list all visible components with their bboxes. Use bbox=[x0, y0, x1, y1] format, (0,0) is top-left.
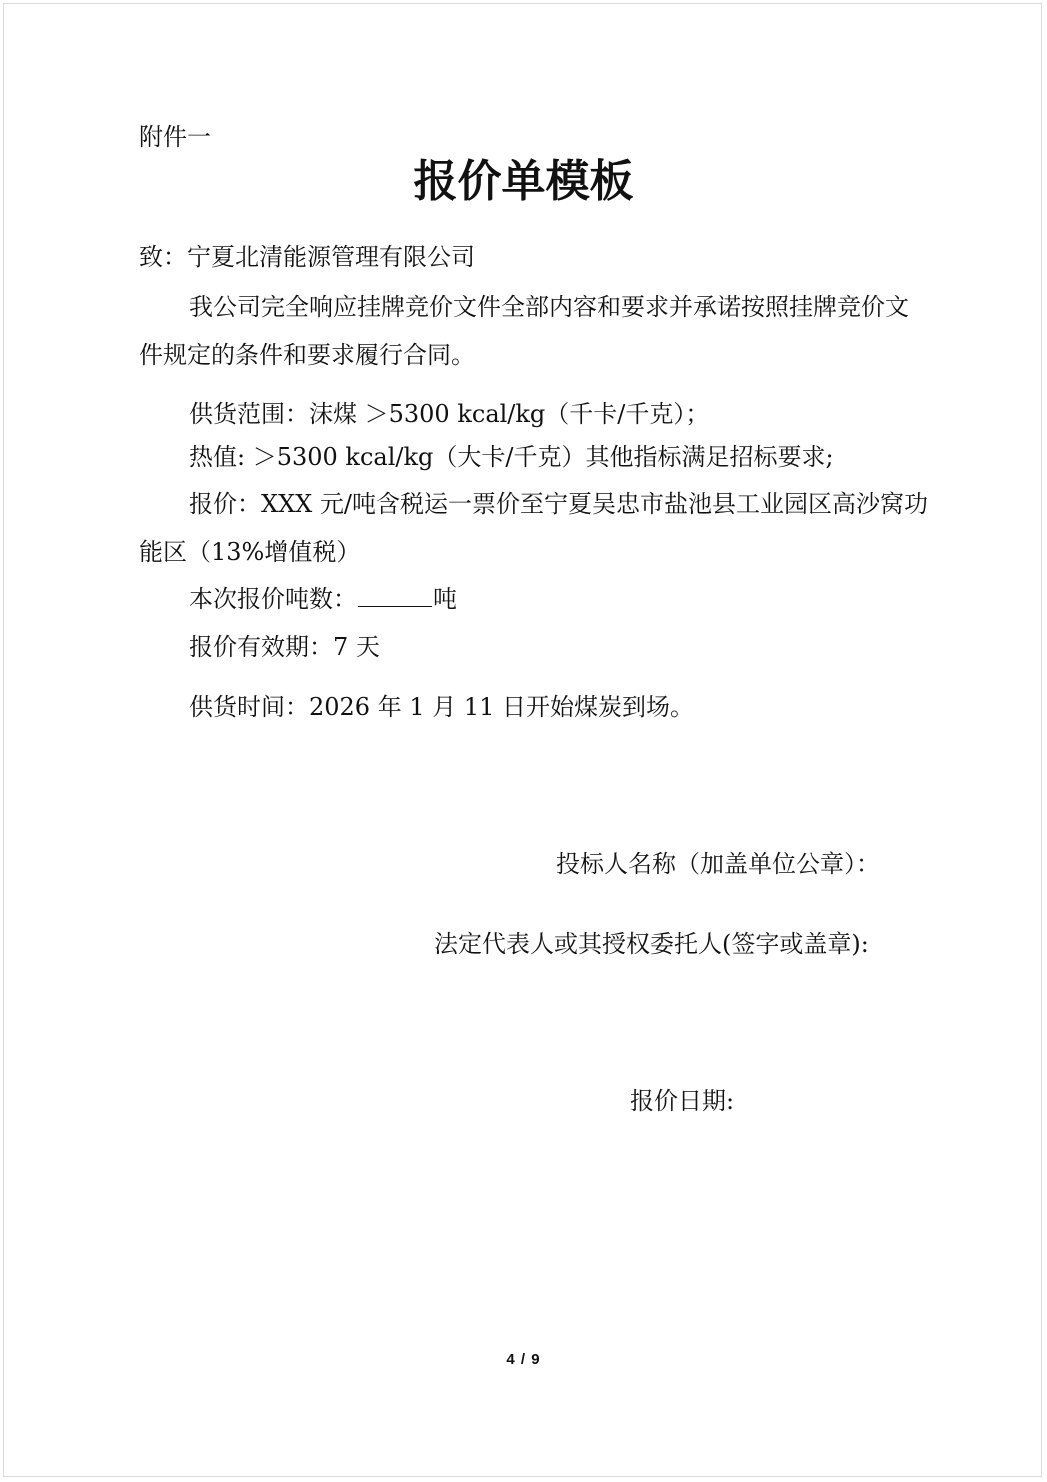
bidder-name-label: 投标人名称（加盖单位公章）： bbox=[556, 850, 880, 878]
tons-blank-field[interactable] bbox=[358, 584, 432, 607]
quote-date-label: 报价日期: bbox=[630, 1087, 735, 1115]
commitment-paragraph-line-1: 我公司完全响应挂牌竞价文件全部内容和要求并承诺按照挂牌竞价文 bbox=[189, 293, 909, 321]
heat-value-line: 热值: ＞5300 kcal/kg（大卡/千克）其他指标满足招标要求; bbox=[189, 443, 834, 471]
price-line-1: 报价：XXX 元/吨含税运一票价至宁夏吴忠市盐池县工业园区高沙窝功 bbox=[189, 490, 928, 518]
page-number: 4 / 9 bbox=[506, 1351, 541, 1368]
supply-scope-line: 供货范围：沫煤 ＞5300 kcal/kg（千卡/千克）； bbox=[189, 400, 710, 428]
commitment-paragraph-line-2: 件规定的条件和要求履行合同。 bbox=[139, 341, 475, 369]
legal-representative-label: 法定代表人或其授权委托人(签字或盖章): bbox=[434, 930, 869, 958]
price-line-2: 能区（13%增值税） bbox=[139, 538, 361, 566]
tons-line bbox=[189, 584, 457, 614]
supply-time-line: 供货时间：2026 年 1 月 11 日开始煤炭到场。 bbox=[189, 693, 695, 721]
recipient-line: 致：宁夏北清能源管理有限公司 bbox=[139, 243, 475, 271]
tons-label: 本次报价吨数： bbox=[189, 585, 357, 613]
page-title: 报价单模板 bbox=[413, 156, 634, 207]
validity-line: 报价有效期：7 天 bbox=[189, 633, 380, 661]
document-page bbox=[3, 3, 1042, 1477]
attachment-label: 附件一 bbox=[139, 123, 211, 151]
tons-unit: 吨 bbox=[433, 585, 457, 613]
